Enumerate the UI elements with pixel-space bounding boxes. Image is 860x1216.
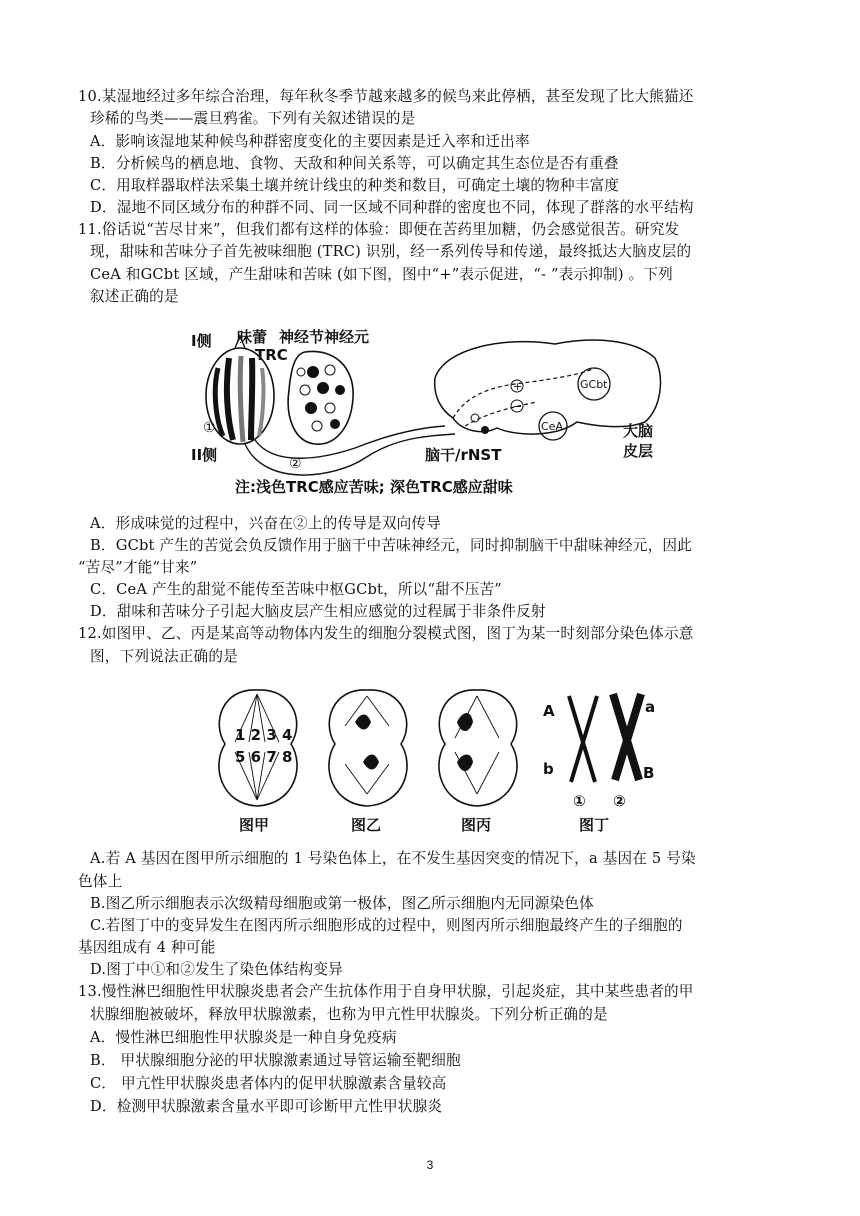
- trc-label: TRC: [255, 346, 288, 364]
- q12-option-c-line2: 基因组成有 4 种可能: [78, 939, 216, 956]
- q10-option-c: C．用取样器取样法采集土壤并统计线虫的种类和数目，可确定土壤的物种丰富度: [90, 177, 620, 194]
- promote-sign: +: [513, 380, 523, 393]
- cea-label: CeA: [541, 420, 563, 433]
- cortex-label-line1: 大脑: [623, 422, 654, 440]
- cell-division-figure: [205, 682, 665, 837]
- q10-stem-line2: 珍稀的鸟类——震旦鸦雀。下列有关叙述错误的是: [90, 110, 416, 127]
- brainstem-label: 脑干/rNST: [425, 446, 502, 464]
- chromosome-marker-1: ①: [573, 792, 586, 810]
- page-number: 3: [426, 1158, 434, 1172]
- q11-stem-line3: CeA 和GCbt 区域，产生甜味和苦味 (如下图，图中“+”表示促进，“- ”表示抑制) 。下列: [90, 266, 673, 283]
- q11-option-b-line1: B．GCbt 产生的苦觉会负反馈作用于脑干中苦味神经元，同时抑制脑干中甜味神经元，因此: [90, 537, 692, 554]
- gene-label-B: B: [643, 764, 655, 782]
- q10-stem-line1: 10.某湿地经过多年综合治理，每年秋冬季节越来越多的候鸟来此停栖，甚至发现了比大熊猫还: [78, 88, 694, 105]
- taste-bud-label: 味蕾: [237, 328, 268, 346]
- q12-stem-line1: 12.如图甲、乙、丙是某高等动物体内发生的细胞分裂模式图，图丁为某一时刻部分染色体示意: [78, 625, 694, 642]
- q12-option-a-line2: 色体上: [78, 873, 123, 890]
- cell-yi: [329, 690, 407, 806]
- gene-label-a: a: [645, 698, 656, 716]
- q12-option-c-line1: C.若图丁中的变异发生在图丙所示细胞形成的过程中，则图丙所示细胞最终产生的子细胞的: [90, 917, 683, 934]
- q11-stem-line2: 现，甜味和苦味分子首先被味细胞 (TRC) 识别，经一系列传导和传递，最终抵达大脑皮层的: [90, 243, 692, 260]
- q12-option-a-line1: A.若 A 基因在图甲所示细胞的 1 号染色体上，在不发生基因突变的情况下，a 基因在 5 号染: [90, 850, 696, 867]
- label-ding: 图丁: [579, 816, 610, 834]
- cell-jia: [219, 690, 297, 806]
- chromosome-marker-2: ②: [613, 792, 626, 810]
- chromosome-pair-ding: [543, 694, 655, 810]
- q10-option-d: D．湿地不同区域分布的种群不同、同一区域不同种群的密度也不同，体现了群落的水平结构: [90, 199, 694, 216]
- gene-label-A: A: [543, 702, 555, 720]
- pathway-marker-1: ①: [203, 420, 216, 436]
- q10-option-b: B．分析候鸟的栖息地、食物、天敌和种间关系等，可以确定其生态位是否有重叠: [90, 155, 619, 172]
- label-yi: 图乙: [351, 816, 382, 834]
- cell-jia-numbers-top: 1 2 3 4: [235, 726, 293, 744]
- q13-option-d: D．检测甲状腺激素含量水平即可诊断甲亢性甲状腺炎: [90, 1098, 443, 1115]
- side-two-label: II侧: [191, 446, 218, 464]
- cell-jia-numbers-bottom: 5 6 7 8: [235, 748, 293, 766]
- side-one-label: I侧: [191, 332, 212, 350]
- q12-option-d: D.图丁中①和②发生了染色体结构变异: [90, 961, 343, 978]
- q11-option-d: D．甜味和苦味分子引起大脑皮层产生相应感觉的过程属于非条件反射: [90, 603, 546, 620]
- q13-stem-line2: 状腺细胞被破坏，释放甲状腺激素，也称为甲亢性甲状腺炎。下列分析正确的是: [90, 1006, 608, 1023]
- q13-option-b: B． 甲状腺细胞分泌的甲状腺激素通过导管运输至靶细胞: [90, 1052, 461, 1069]
- figure-note: 注:浅色TRC感应苦味; 深色TRC感应甜味: [235, 478, 513, 496]
- ganglion-label: 神经节神经元: [279, 328, 370, 346]
- gcbt-label: GCbt: [580, 378, 608, 391]
- inhibit-sign: −: [513, 400, 523, 413]
- q12-stem-line2: 图，下列说法正确的是: [90, 648, 238, 665]
- q11-option-a: A．形成味觉的过程中，兴奋在②上的传导是双向传导: [90, 515, 441, 532]
- cortex-label-line2: 皮层: [623, 442, 654, 460]
- label-bing: 图丙: [461, 816, 492, 834]
- q13-option-c: C． 甲亢性甲状腺炎患者体内的促甲状腺激素含量较高: [90, 1075, 447, 1092]
- q10-option-a: A．影响该湿地某种候鸟种群密度变化的主要因素是迁入率和迁出率: [90, 133, 530, 150]
- label-jia: 图甲: [239, 816, 270, 834]
- pathway-marker-2: ②: [289, 456, 302, 472]
- q11-option-b-line2: “苦尽”才能“甘来”: [78, 559, 198, 576]
- q11-option-c: C．CeA 产生的甜觉不能传至苦味中枢GCbt，所以“甜不压苦”: [90, 581, 502, 598]
- q12-option-b: B.图乙所示细胞表示次级精母细胞或第一极体，图乙所示细胞内无同源染色体: [90, 895, 594, 912]
- q11-stem-line1: 11.俗话说“苦尽甘来”，但我们都有这样的体验：即便在苦药里加糖，仍会感觉很苦。研究发: [78, 221, 680, 238]
- cell-bing: [439, 690, 517, 806]
- q13-option-a: A．慢性淋巴细胞性甲状腺炎是一种自身免疫病: [90, 1029, 397, 1046]
- taste-pathway-figure: [185, 318, 665, 503]
- q13-stem-line1: 13.慢性淋巴细胞性甲状腺炎患者会产生抗体作用于自身甲状腺，引起炎症，其中某些患者的甲: [78, 983, 694, 1000]
- q11-stem-line4: 叙述正确的是: [90, 288, 179, 305]
- gene-label-b: b: [543, 760, 554, 778]
- ganglion-illustration: [288, 351, 353, 444]
